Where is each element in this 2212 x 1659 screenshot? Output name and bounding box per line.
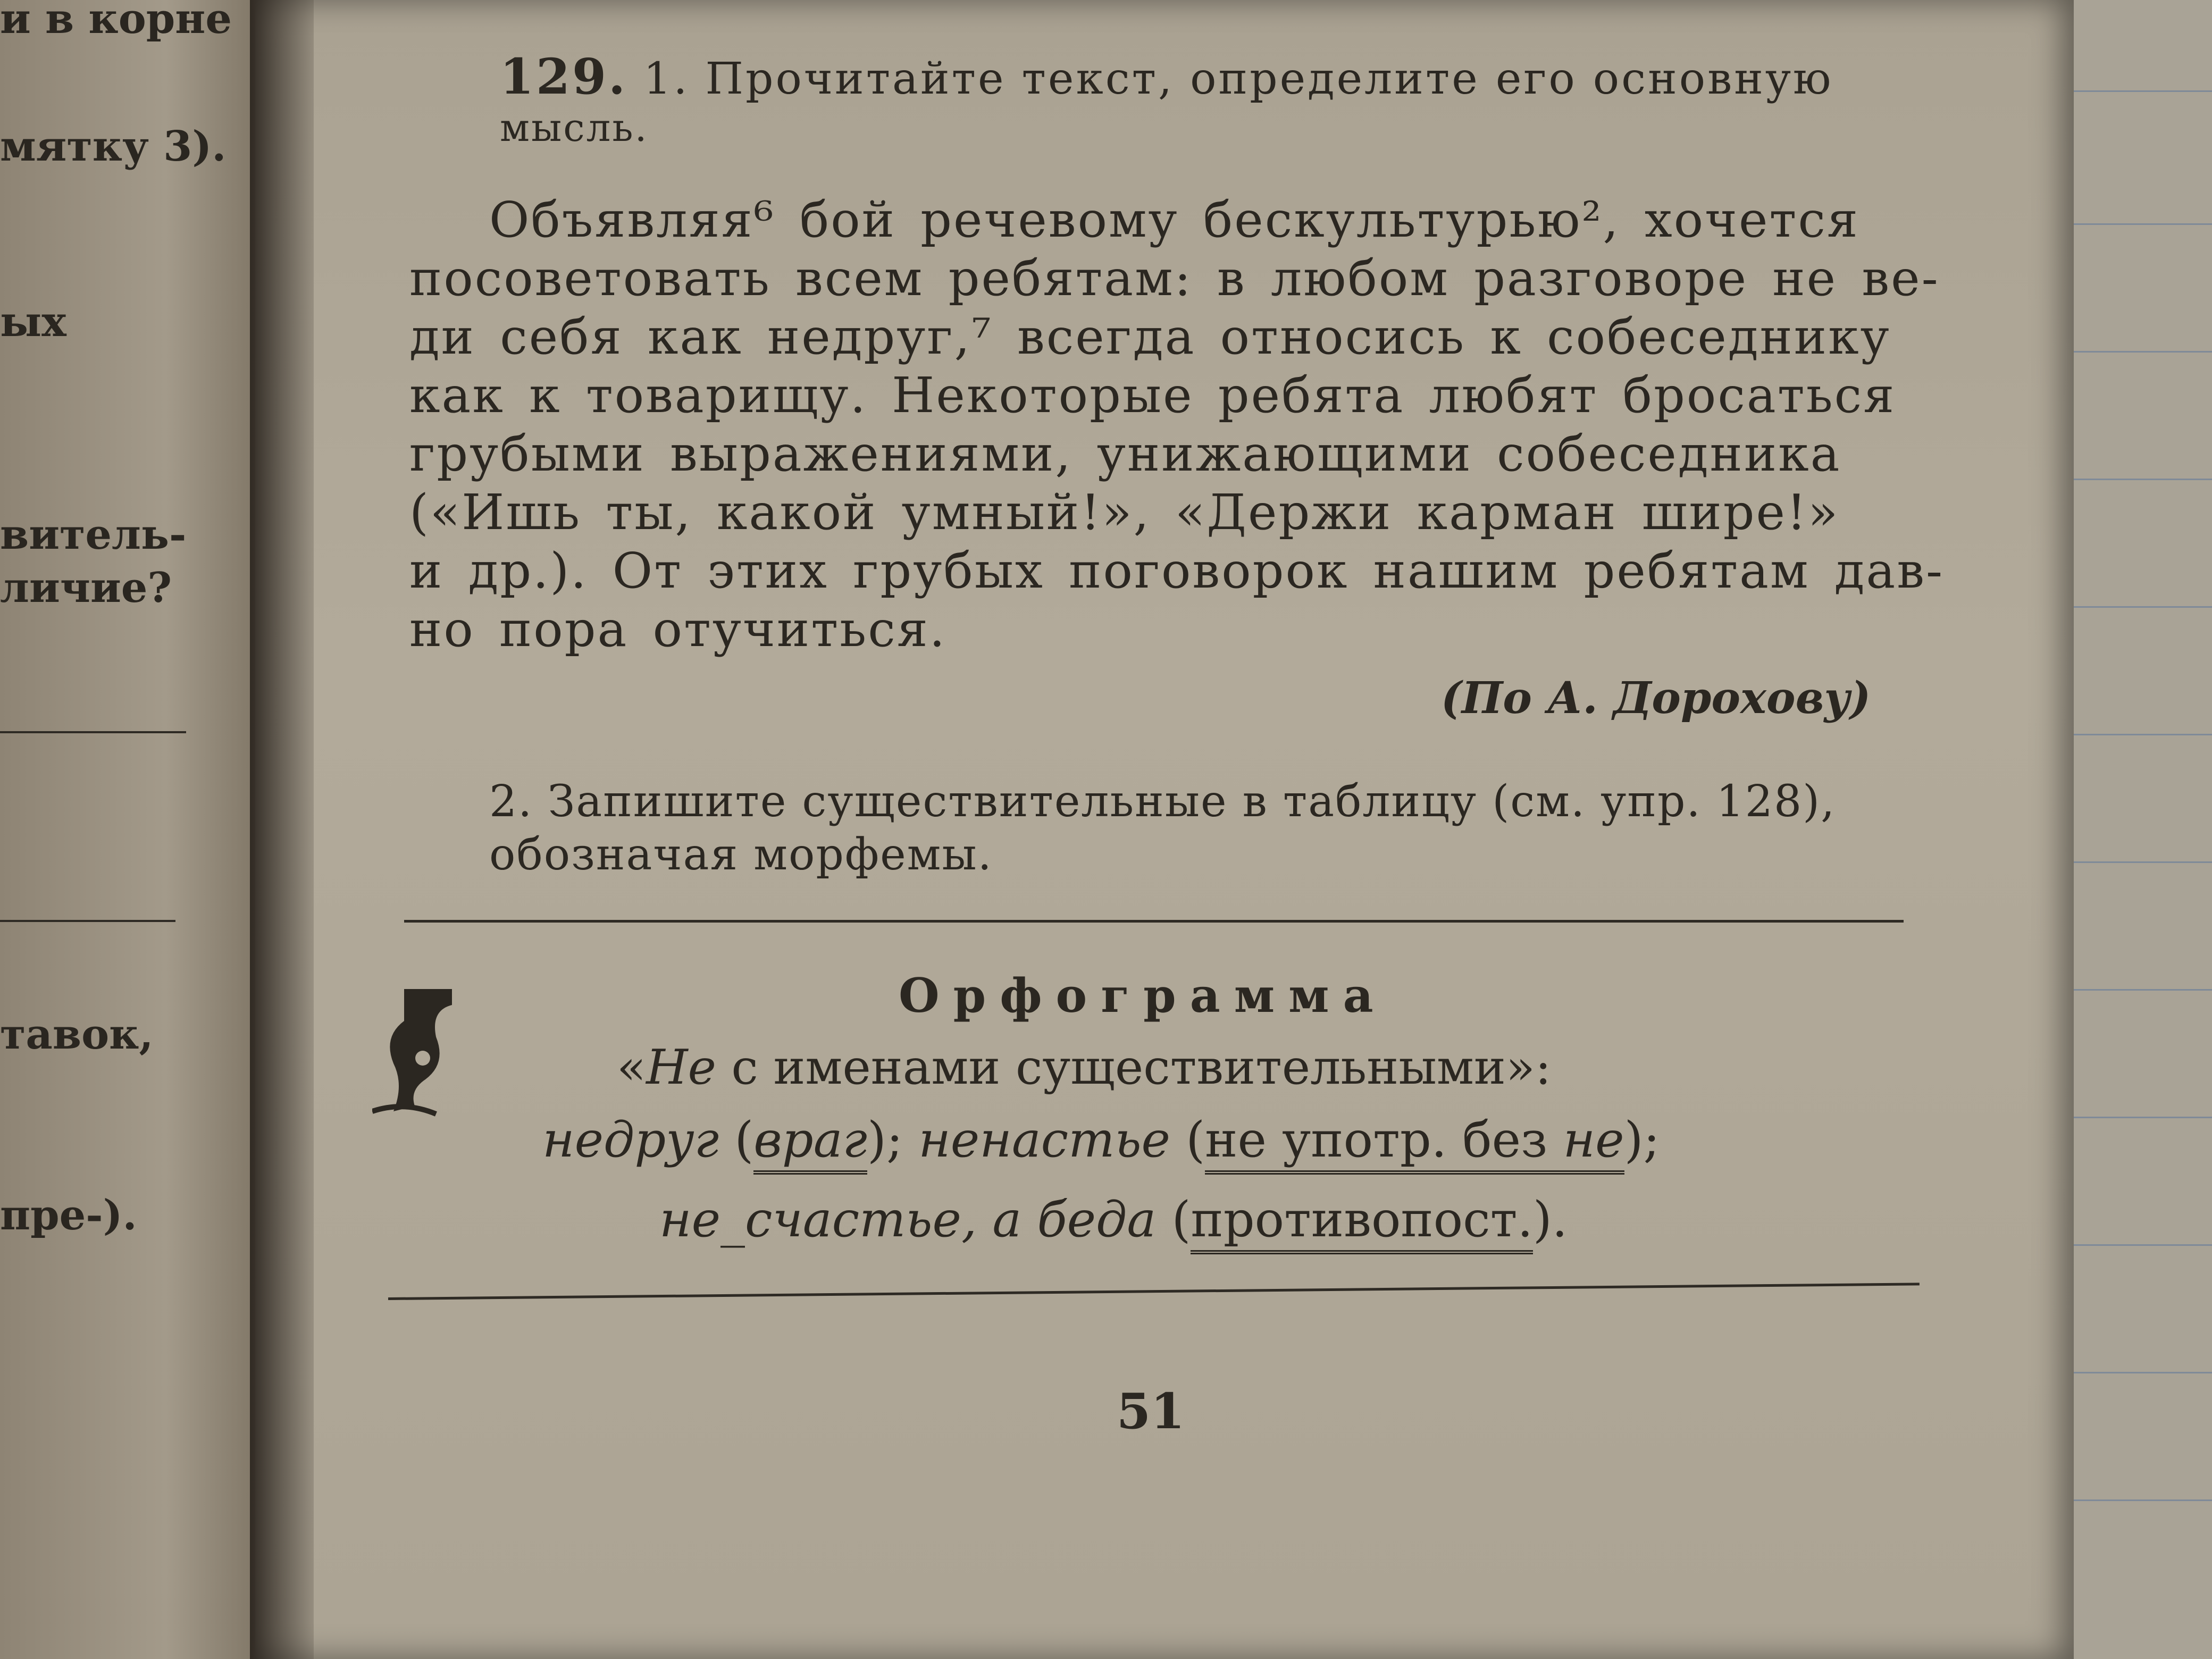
attribution: (По А. Дорохову) — [1441, 673, 1871, 724]
punct: ). — [1532, 1191, 1568, 1248]
left-text-line: витель- — [0, 510, 187, 559]
exercise-instruction-cont: мысль. — [500, 105, 649, 150]
orthogram-subtitle — [617, 1040, 1551, 1095]
paragraph-line: грубыми выражениями, унижающими собеседника — [409, 425, 1841, 482]
subtitle-ne: Не — [646, 1040, 716, 1095]
task-2-line: обозначая морфемы. — [489, 830, 993, 880]
punct: ( — [719, 1111, 754, 1168]
orthogram-top-rule — [404, 920, 1904, 923]
left-text-line: тавок, — [0, 1010, 154, 1059]
word-nenastie: ненастье — [918, 1111, 1170, 1168]
paragraph-line: и др.). От этих грубых поговорок нашим ребятам дав- — [409, 542, 1945, 599]
task-2-line: 2. Запишите существительные в таблицу (см. упр. 128), — [489, 776, 1836, 827]
orthogram-title: Орфограмма — [899, 968, 1387, 1023]
left-text-line: пре-). — [0, 1191, 137, 1239]
orthogram-example-1 — [542, 1111, 1660, 1168]
paragraph-line: Объявляя⁶ бой речевому бескультурью², хочется — [489, 191, 1859, 248]
left-text-line: и в корне — [0, 0, 232, 43]
quote-open: « — [617, 1040, 647, 1095]
left-text-line: мятку 3). — [0, 122, 227, 171]
paragraph-line: посоветовать всем ребятам: в любом разговоре не ве- — [409, 250, 1940, 307]
page-number: 51 — [1117, 1382, 1185, 1440]
paragraph-line: ди себя как недруг,⁷ всегда относись к собеседнику — [409, 308, 1891, 365]
left-text-line: ых — [0, 298, 66, 346]
left-text-line: личие? — [0, 564, 172, 612]
paragraph-line: как к товарищу. Некоторые ребята любят бросаться — [409, 367, 1896, 424]
exercise-instruction: 1. Прочитайте текст, определите его основную — [643, 54, 1833, 104]
left-facing-page — [0, 0, 276, 1659]
phrase-ne-schastie: не_счастье, а беда — [659, 1191, 1157, 1248]
punct: ); — [867, 1111, 919, 1168]
left-rule — [0, 920, 175, 922]
subtitle-rest: с именами существительными»: — [716, 1040, 1552, 1095]
paragraph-line: («Ишь ты, какой умный!», «Держи карман шире!» — [409, 484, 1840, 541]
exercise-header — [500, 48, 1833, 105]
book-gutter — [250, 0, 314, 1659]
word-vrag: враг — [753, 1111, 867, 1175]
word-nedrug: недруг — [542, 1111, 719, 1168]
punct: ); — [1624, 1111, 1660, 1168]
note-ne-upotr: не употр. без — [1205, 1111, 1563, 1168]
left-rule — [0, 731, 186, 733]
paragraph-line: но пора отучиться. — [409, 601, 946, 658]
note-ne: не — [1563, 1111, 1624, 1168]
quill-pen-icon — [372, 978, 468, 1127]
orthogram-bottom-rule — [388, 1283, 1920, 1300]
punct: ( — [1156, 1191, 1191, 1248]
textbook-page — [255, 0, 2074, 1659]
exercise-number: 129. — [500, 48, 628, 105]
note-protivopost: противопост. — [1191, 1191, 1532, 1254]
orthogram-example-2 — [659, 1191, 1568, 1248]
punct: ( — [1170, 1111, 1205, 1168]
